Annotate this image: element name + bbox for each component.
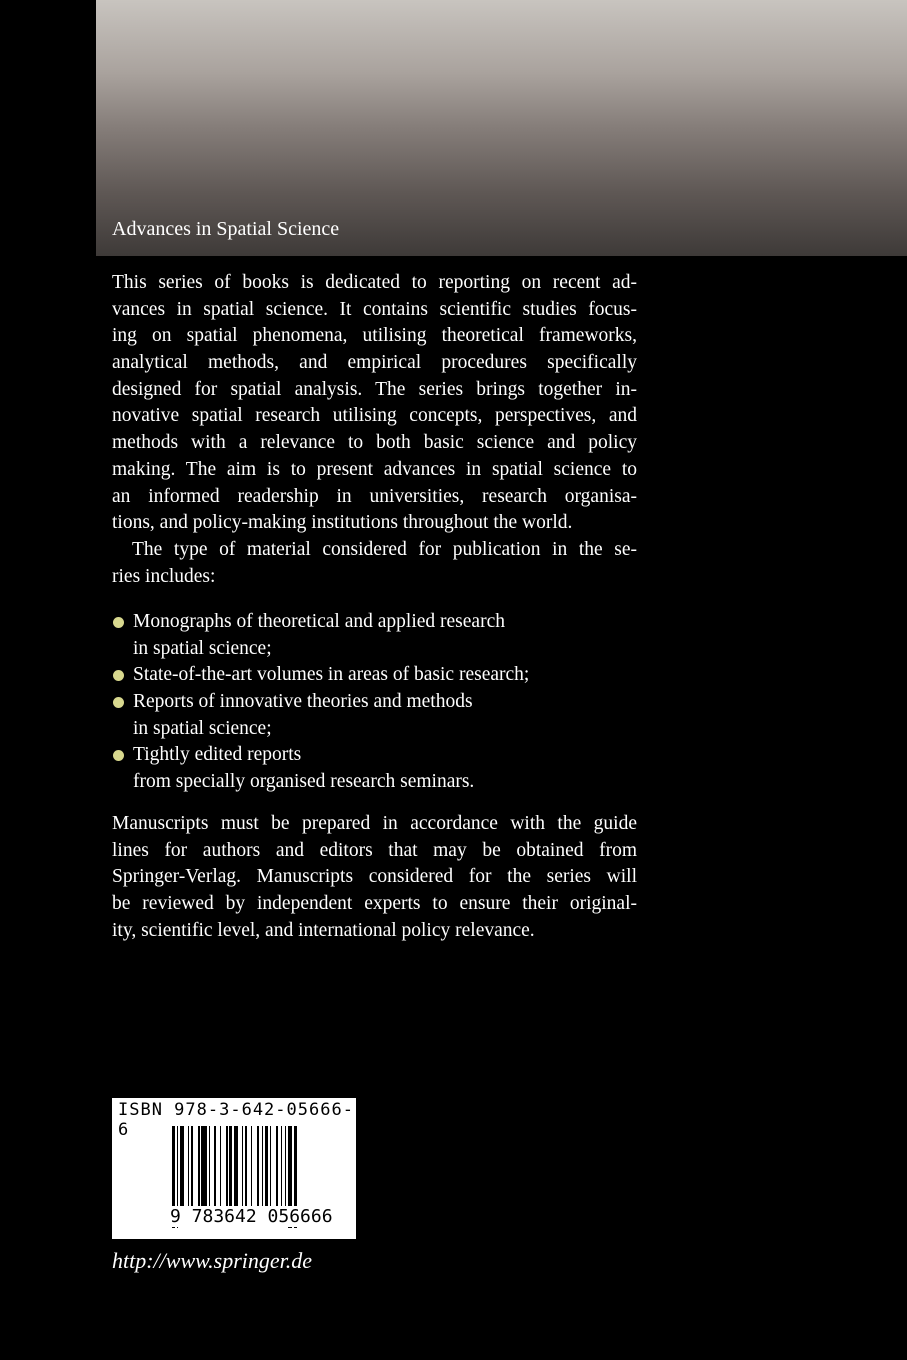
text-line: Manuscripts must be prepared in accordance with the guide [112, 813, 637, 834]
text-line: making. The aim is to present advances in spatial science to [112, 458, 637, 480]
text-line: be reviewed by independent experts to ensure their original- [112, 893, 637, 915]
text-line: an informed readership in universities, research organisa- [112, 485, 637, 507]
text-line: ries includes: [112, 565, 216, 587]
list-item-text: Tightly edited reports [133, 744, 302, 766]
text-line: ing on spatial phenomena, utilising theoretical frameworks, [112, 325, 637, 347]
text-line: analytical methods, and empirical procedures specifically [112, 352, 637, 374]
list-item-text: Monographs of theoretical and applied research [133, 611, 505, 632]
list-item-text: State-of-the-art volumes in areas of basic research; [133, 664, 530, 686]
bullet-icon [113, 750, 124, 761]
isbn-number: ISBN 978-3-642-05666-6 [118, 1100, 354, 1140]
list-item [112, 662, 637, 689]
publisher-url[interactable]: http://www.springer.de [112, 1248, 313, 1273]
bullet-icon [113, 670, 124, 681]
list-item [112, 742, 637, 795]
text-line: lines for authors and editors that may be obtained from [112, 839, 637, 861]
text-line: This series of books is dedicated to reporting on recent ad- [112, 272, 637, 293]
bullet-icon [113, 697, 124, 708]
isbn-barcode [112, 1098, 356, 1239]
text-line: The type of material considered for publication in the se- [132, 538, 637, 560]
list-item-text: Reports of innovative theories and methods [133, 691, 473, 713]
text-line: Springer-Verlag. Manuscripts considered for the series will [112, 866, 637, 888]
list-item-text: in spatial science; [133, 637, 272, 659]
list-item [112, 689, 637, 742]
text-line: tions, and policy-making institutions throughout the world. [112, 512, 573, 534]
text-line: novative spatial research utilising concepts, perspectives, and [112, 405, 637, 427]
material-list [112, 609, 637, 796]
ean-number: 9 783642 056666 [170, 1206, 333, 1227]
text-line: methods with a relevance to both basic science and policy [112, 432, 637, 454]
series-title: Advances in Spatial Science [112, 218, 340, 240]
text-line: ity, scientific level, and international policy relevance. [112, 919, 535, 941]
list-item-text: from specially organised research seminars. [133, 771, 475, 793]
list-item [112, 609, 637, 662]
bullet-icon [113, 617, 124, 628]
text-line: designed for spatial analysis. The series brings together in- [112, 378, 637, 400]
description-paragraph [112, 270, 637, 590]
text-line: vances in spatial science. It contains scientific studies focus- [112, 298, 637, 320]
list-item-text: in spatial science; [133, 717, 272, 739]
manuscripts-paragraph [112, 811, 637, 944]
